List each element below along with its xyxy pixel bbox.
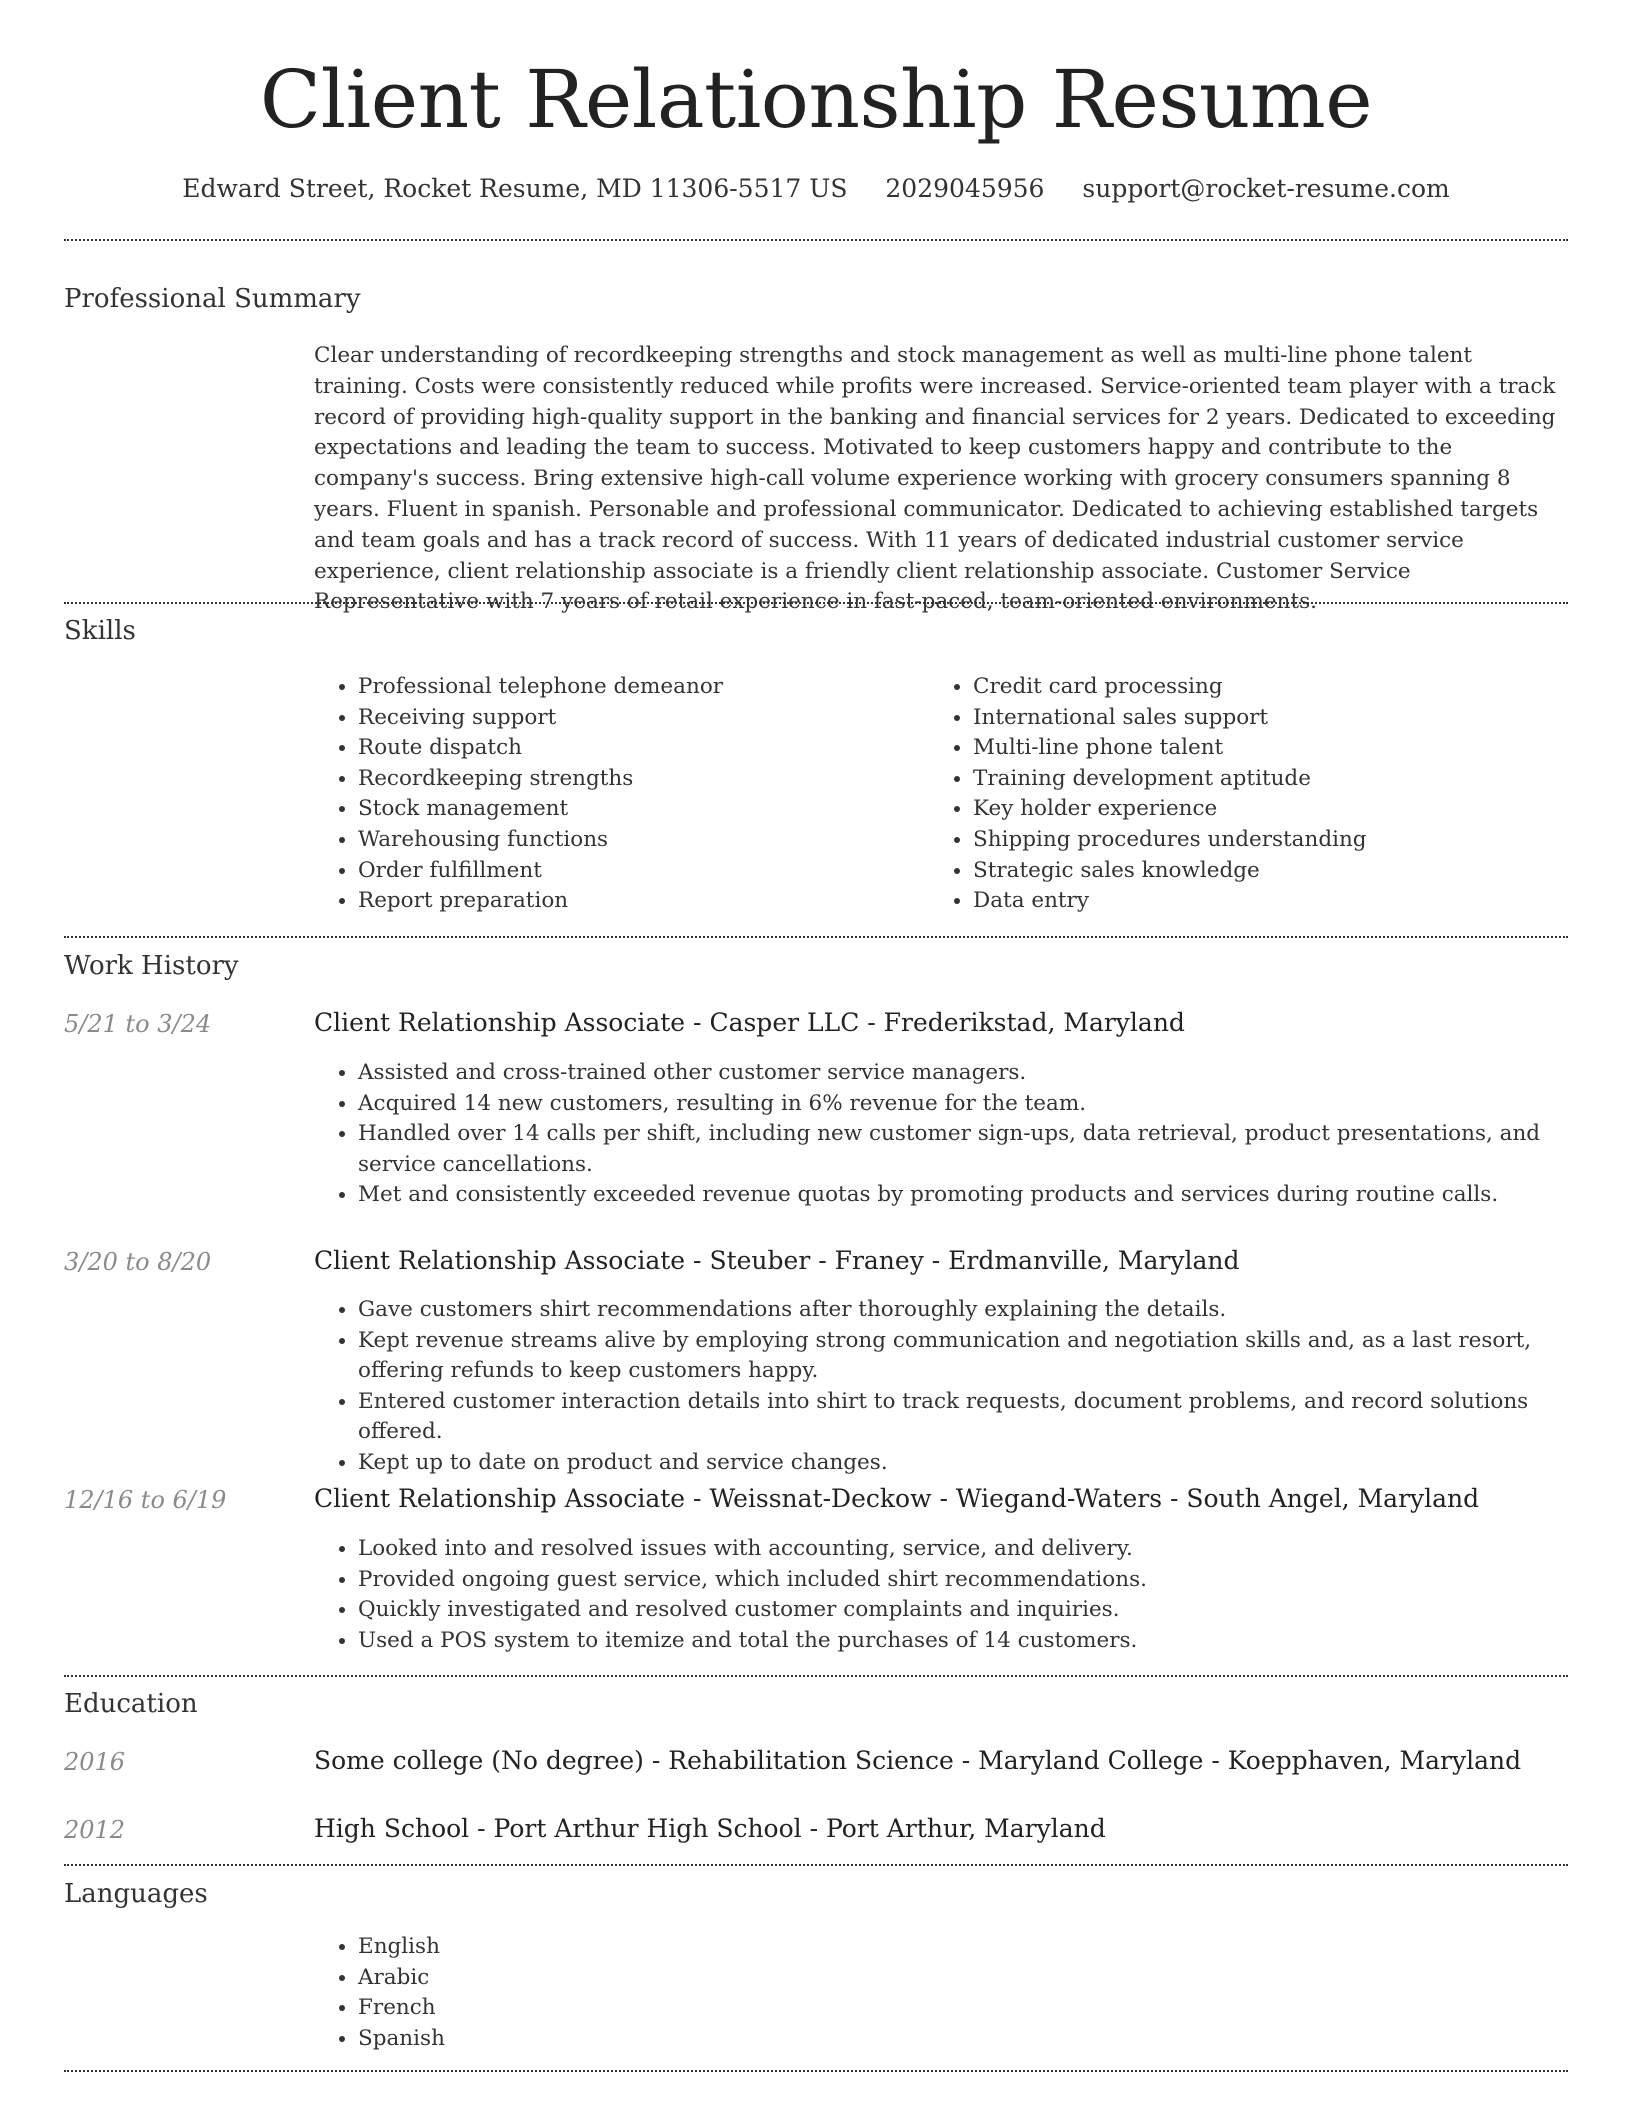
job-date: 5/21 to 3/24 <box>64 1010 212 1038</box>
language-item: • English <box>358 1932 1568 1963</box>
skill-item: • Professional telephone demeanor <box>358 672 914 703</box>
skills-left-column <box>314 672 914 917</box>
job-bullet: • Gave customers shirt recommendations after thoroughly explaining the details. <box>358 1295 1568 1326</box>
skill-item: • Report preparation <box>358 886 914 917</box>
job-bullet: • Met and consistently exceeded revenue quotas by promoting products and services during routine calls. <box>358 1180 1568 1211</box>
job-date: 3/20 to 8/20 <box>64 1248 212 1276</box>
skill-item: • Recordkeeping strengths <box>358 764 914 795</box>
job-bullets <box>314 1058 1568 1211</box>
job-bullet: • Provided ongoing guest service, which included shirt recommendations. <box>358 1565 1568 1596</box>
job-bullet: • Quickly investigated and resolved customer complaints and inquiries. <box>358 1595 1568 1626</box>
job-bullet: • Looked into and resolved issues with accounting, service, and delivery. <box>358 1534 1568 1565</box>
resume-title: Client Relationship Resume <box>259 53 1373 146</box>
skill-item: • Strategic sales knowledge <box>973 856 1549 887</box>
job-title: Client Relationship Associate - Weissnat-Deckow - Wiegand-Waters - South Angel, Maryland <box>314 1484 1480 1513</box>
skill-item: • Data entry <box>973 886 1549 917</box>
divider <box>64 1675 1568 1677</box>
skill-item: • Training development aptitude <box>973 764 1549 795</box>
education-date: 2012 <box>64 1816 126 1844</box>
skill-item: • Receiving support <box>358 703 914 734</box>
job-bullets <box>314 1295 1568 1479</box>
education-date: 2016 <box>64 1748 126 1776</box>
divider <box>64 936 1568 938</box>
skill-item: • Shipping procedures understanding <box>973 825 1549 856</box>
divider <box>64 602 1568 604</box>
languages-heading: Languages <box>64 1879 208 1909</box>
divider <box>64 2070 1568 2072</box>
skill-item: • Route dispatch <box>358 733 914 764</box>
language-item: • French <box>358 1993 1568 2024</box>
skill-item: • International sales support <box>973 703 1549 734</box>
job-title: Client Relationship Associate - Casper LLC - Frederikstad, Maryland <box>314 1008 1185 1037</box>
work-heading: Work History <box>64 951 239 981</box>
job-bullet: • Kept up to date on product and service changes. <box>358 1448 1568 1479</box>
language-item: • Spanish <box>358 2024 1568 2055</box>
divider <box>64 1864 1568 1866</box>
skills-heading: Skills <box>64 616 136 646</box>
job-bullet: • Used a POS system to itemize and total the purchases of 14 customers. <box>358 1626 1568 1657</box>
job-date: 12/16 to 6/19 <box>64 1486 227 1514</box>
divider <box>64 239 1568 241</box>
job-bullets <box>314 1534 1568 1656</box>
job-bullet: • Handled over 14 calls per shift, including new customer sign-ups, data retrieval, product presentations, and service cancellations. <box>358 1119 1568 1180</box>
job-title: Client Relationship Associate - Steuber - Franey - Erdmanville, Maryland <box>314 1246 1240 1275</box>
contact-line <box>0 172 1632 206</box>
summary-text: Clear understanding of recordkeeping strengths and stock management as well as multi-line phone talent training. Costs were consistently reduced while profits were increased. Service-oriented team player with a track record of providing high-quality support in the banking and financial services for 2 years. Dedicated to exceeding expectations and leading the team to success. Motivated to keep customers happy and contribute to the company's success. Bring extensive high-call volume experience working with grocery consumers spanning 8 years. Fluent in spanish. Personable and professional communicator. Dedicated to achieving established targets and team goals and has a track record of success. With 11 years of dedicated industrial customer service experience, client relationship associate is a friendly client relationship associate. Customer Service Representative with 7 years of retail experience in fast-paced, team-oriented environments. <box>314 343 1556 615</box>
job-bullet: • Acquired 14 new customers, resulting in 6% revenue for the team. <box>358 1089 1568 1120</box>
skill-item: • Key holder experience <box>973 794 1549 825</box>
language-item: • Arabic <box>358 1963 1568 1994</box>
contact-email: support@rocket-resume.com <box>1082 174 1450 203</box>
contact-address: Edward Street, Rocket Resume, MD 11306-5517 US <box>182 174 848 203</box>
job-bullet: • Entered customer interaction details into shirt to track requests, document problems, and record solutions offered. <box>358 1387 1568 1448</box>
education-heading: Education <box>64 1689 198 1719</box>
education-title: Some college (No degree) - Rehabilitation Science - Maryland College - Koepphaven, Maryland <box>314 1746 1522 1775</box>
skill-item: • Credit card processing <box>973 672 1549 703</box>
education-title: High School - Port Arthur High School - Port Arthur, Maryland <box>314 1814 1106 1843</box>
skill-item: • Stock management <box>358 794 914 825</box>
skill-item: • Multi-line phone talent <box>973 733 1549 764</box>
languages-list <box>314 1932 1568 2054</box>
contact-phone: 2029045956 <box>885 174 1045 203</box>
skill-item: • Order fulfillment <box>358 856 914 887</box>
summary-heading: Professional Summary <box>64 284 361 314</box>
job-bullet: • Kept revenue streams alive by employing strong communication and negotiation skills and, as a last resort, offering refunds to keep customers happy. <box>358 1326 1568 1387</box>
skills-right-column <box>929 672 1549 917</box>
job-bullet: • Assisted and cross-trained other customer service managers. <box>358 1058 1568 1089</box>
skill-item: • Warehousing functions <box>358 825 914 856</box>
